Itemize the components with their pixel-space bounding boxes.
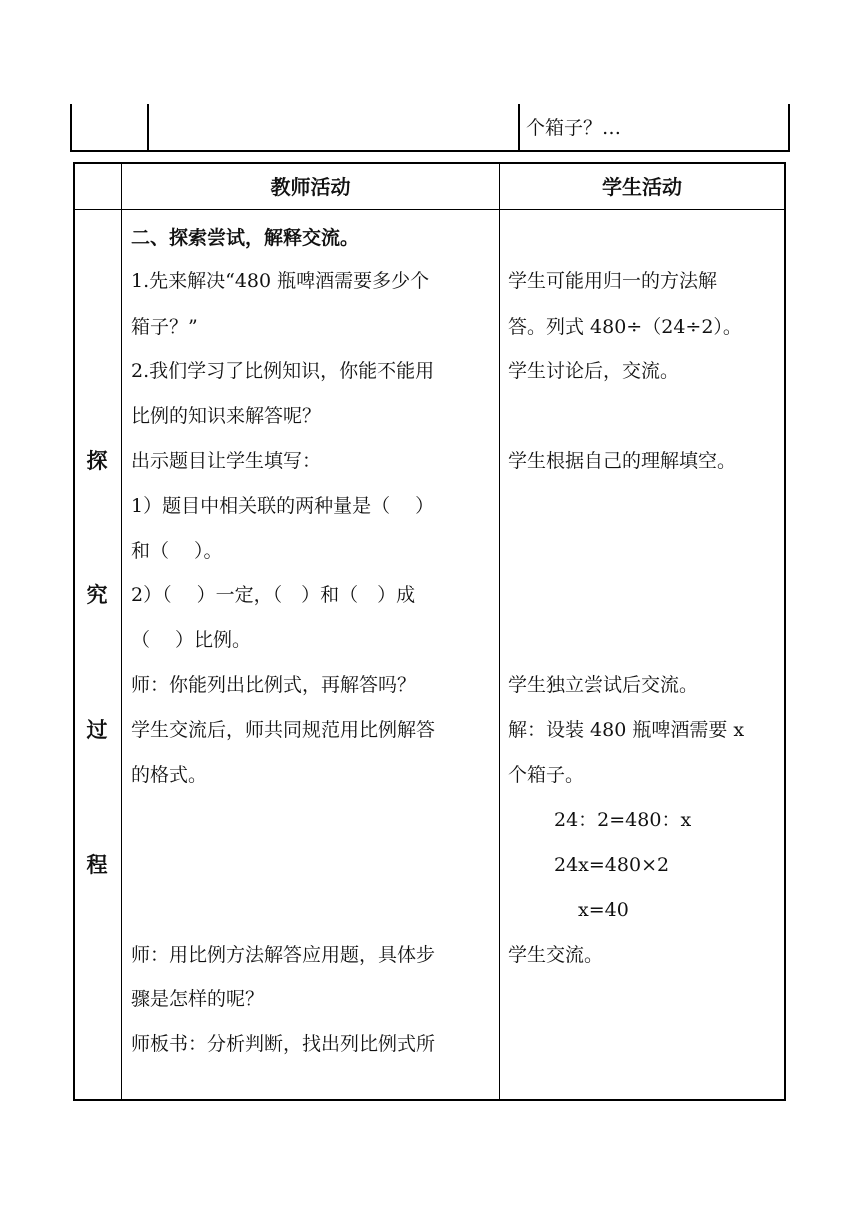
teacher-line: 师：用比例方法解答应用题，具体步 [131,944,436,966]
section-label-char: 究 [86,583,108,607]
teacher-line: 骤是怎样的呢？ [131,988,265,1010]
student-line: 答。列式 480÷（24÷2）。 [508,316,742,338]
section-label-char: 程 [86,853,108,877]
teacher-line: 1）题目中相关联的两种量是（ ） [131,495,435,517]
student-line: 学生根据自己的理解填空。 [508,450,737,472]
teacher-line: 1.先来解决“480 瓶啤酒需要多少个 [131,270,430,292]
section-label-char: 探 [86,449,108,473]
student-line: 学生独立尝试后交流。 [508,674,699,696]
top-fragment-text: 个箱子？… [526,117,622,139]
equation-line: 24x=480×2 [554,854,670,876]
student-line: 学生讨论后，交流。 [508,360,680,382]
equation-line: 24：2=480：x [554,809,692,831]
student-activity-header: 学生活动 [602,175,682,199]
section-label-char: 过 [86,718,108,742]
equation-line: x=40 [578,899,629,921]
teacher-line: 学生交流后，师共同规范用比例解答 [131,719,436,741]
teacher-line: 比例的知识来解答呢？ [131,405,322,427]
section-heading: 二、探索尝试，解释交流。 [131,227,360,249]
student-line: 学生交流。 [508,944,604,966]
teacher-line: 和（ ）。 [131,540,223,562]
teacher-line: 出示题目让学生填写： [131,450,322,472]
teacher-activity-header: 教师活动 [270,175,351,199]
teacher-line: 师板书：分析判断，找出列比例式所 [131,1033,436,1055]
teacher-line: 2）（ ）一定，（ ）和（ ）成 [131,584,416,606]
student-line: 个箱子。 [508,764,585,786]
teacher-line: 的格式。 [131,764,208,786]
teacher-line: 2.我们学习了比例知识，你能不能用 [131,360,435,382]
student-line: 学生可能用归一的方法解 [508,270,718,292]
student-line: 解：设装 480 瓶啤酒需要 x [508,719,745,741]
teacher-line: 师：你能列出比例式，再解答吗？ [131,674,417,696]
teacher-line: （ ）比例。 [131,629,252,651]
teacher-line: 箱子？” [131,316,198,338]
